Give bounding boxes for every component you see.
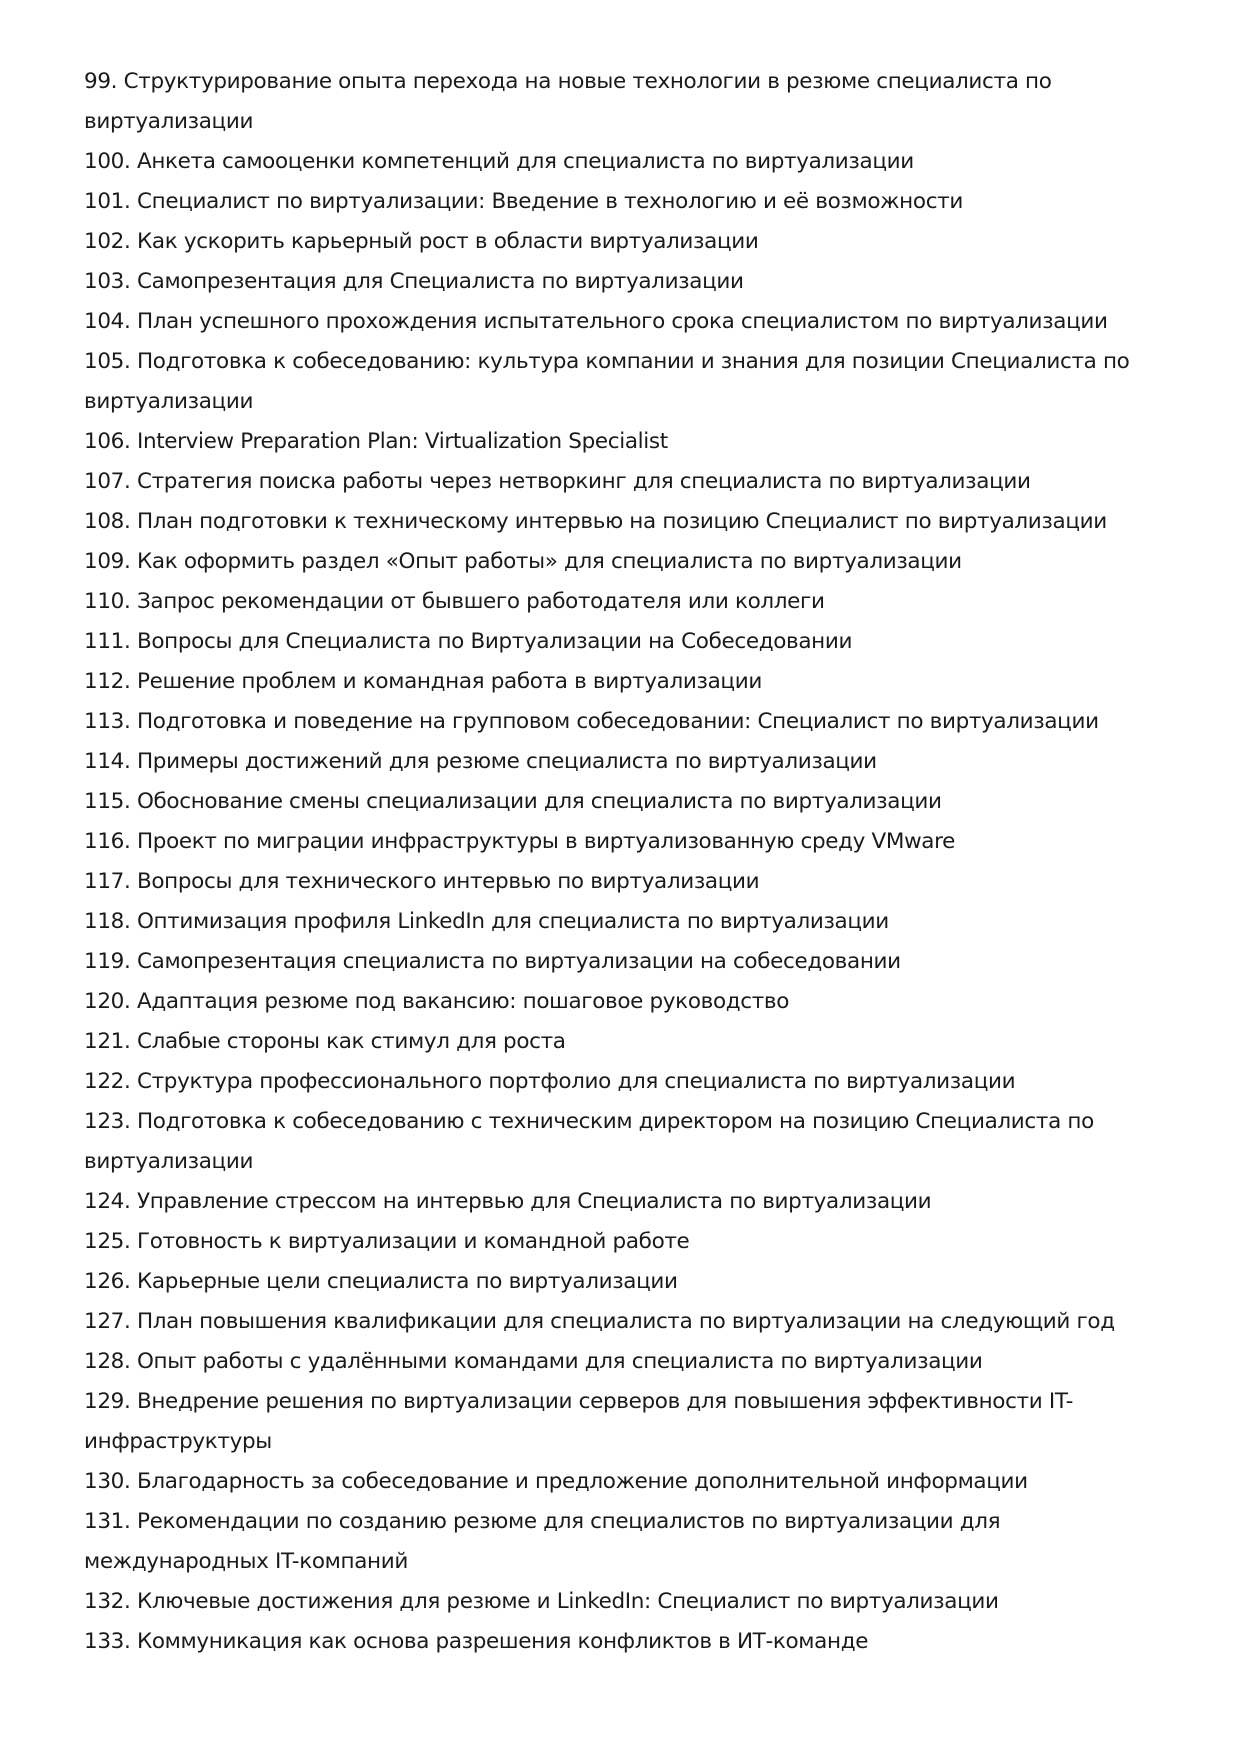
list-item: 121. Слабые стороны как стимул для роста — [84, 1029, 566, 1054]
list-item: 112. Решение проблем и командная работа в виртуализации — [84, 669, 762, 694]
list-item: 115. Обоснование смены специализации для специалиста по виртуализации — [84, 789, 942, 814]
list-item: 133. Коммуникация как основа разрешения конфликтов в ИТ-команде — [84, 1629, 869, 1654]
list-item: 127. План повышения квалификации для специалиста по виртуализации на следующий год — [84, 1309, 1115, 1334]
list-item: 109. Как оформить раздел «Опыт работы» для специалиста по виртуализации — [84, 549, 962, 574]
list-item: 99. Структурирование опыта перехода на новые технологии в резюме специалиста по виртуализации — [84, 69, 1052, 134]
list-item: 124. Управление стрессом на интервью для Специалиста по виртуализации — [84, 1189, 932, 1214]
list-item: 118. Оптимизация профиля LinkedIn для специалиста по виртуализации — [84, 909, 889, 934]
list-item: 119. Самопрезентация специалиста по виртуализации на собеседовании — [84, 949, 901, 974]
list-item: 111. Вопросы для Специалиста по Виртуализации на Собеседовании — [84, 629, 853, 654]
list-item: 128. Опыт работы с удалёнными командами для специалиста по виртуализации — [84, 1349, 983, 1374]
list-item: 113. Подготовка и поведение на групповом собеседовании: Специалист по виртуализации — [84, 709, 1099, 734]
list-item: 120. Адаптация резюме под вакансию: пошаговое руководство — [84, 989, 790, 1014]
list-item: 132. Ключевые достижения для резюме и LinkedIn: Специалист по виртуализации — [84, 1589, 999, 1614]
list-item: 108. План подготовки к техническому интервью на позицию Специалист по виртуализации — [84, 509, 1107, 534]
article-list — [84, 62, 1164, 1662]
list-item: 116. Проект по миграции инфраструктуры в виртуализованную среду VMware — [84, 829, 956, 854]
list-item: 114. Примеры достижений для резюме специалиста по виртуализации — [84, 749, 877, 774]
list-item: 104. План успешного прохождения испытательного срока специалистом по виртуализации — [84, 309, 1108, 334]
list-item: 122. Структура профессионального портфолио для специалиста по виртуализации — [84, 1069, 1016, 1094]
list-item: 130. Благодарность за собеседование и предложение дополнительной информации — [84, 1469, 1028, 1494]
list-item: 101. Специалист по виртуализации: Введение в технологию и её возможности — [84, 189, 963, 214]
list-item: 105. Подготовка к собеседованию: культура компании и знания для позиции Специалиста по виртуализации — [84, 349, 1130, 414]
list-item: 107. Стратегия поиска работы через нетворкинг для специалиста по виртуализации — [84, 469, 1031, 494]
list-item: 103. Самопрезентация для Специалиста по виртуализации — [84, 269, 744, 294]
list-item: 129. Внедрение решения по виртуализации серверов для повышения эффективности IT-инфраструктуры — [84, 1389, 1074, 1454]
list-item: 123. Подготовка к собеседованию с техническим директором на позицию Специалиста по виртуализации — [84, 1109, 1094, 1174]
list-item: 102. Как ускорить карьерный рост в области виртуализации — [84, 229, 759, 254]
list-item: 117. Вопросы для технического интервью по виртуализации — [84, 869, 760, 894]
list-item: 100. Анкета самооценки компетенций для специалиста по виртуализации — [84, 149, 914, 174]
list-item: 125. Готовность к виртуализации и командной работе — [84, 1229, 690, 1254]
list-item: 131. Рекомендации по созданию резюме для специалистов по виртуализации для международных IT-компаний — [84, 1509, 1001, 1574]
list-item: 106. Interview Preparation Plan: Virtualization Specialist — [84, 429, 668, 454]
list-item: 110. Запрос рекомендации от бывшего работодателя или коллеги — [84, 589, 825, 614]
list-item: 126. Карьерные цели специалиста по виртуализации — [84, 1269, 678, 1294]
